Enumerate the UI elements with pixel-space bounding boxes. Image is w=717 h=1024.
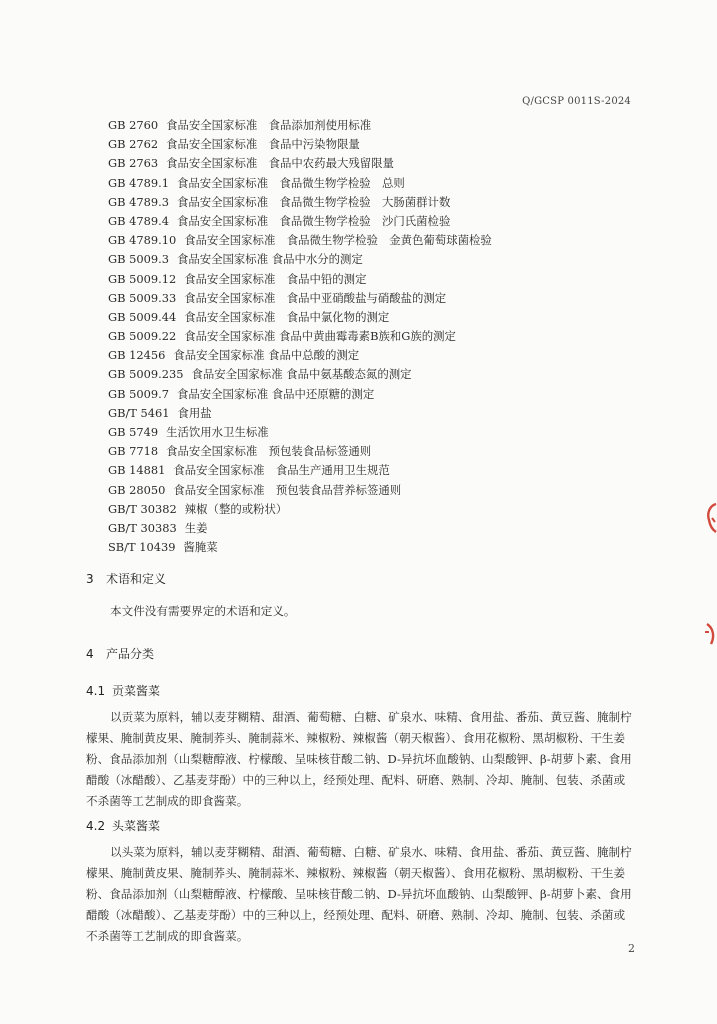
reference-code: GB 2760 bbox=[108, 118, 159, 132]
reference-item bbox=[108, 250, 492, 269]
reference-code: GB 12456 bbox=[108, 348, 166, 363]
reference-title: 生活饮用水卫生标准 bbox=[166, 425, 269, 439]
section-3-heading bbox=[86, 570, 166, 587]
section-number: 4.2 bbox=[86, 819, 106, 833]
reference-title: 生姜 bbox=[184, 520, 208, 535]
reference-item bbox=[108, 500, 492, 519]
reference-title: 食品安全国家标准 食品微生物学检验 大肠菌群计数 bbox=[176, 194, 451, 209]
reference-title: 食品安全国家标准 预包装食品营养标签通则 bbox=[173, 482, 402, 497]
section-4-heading bbox=[86, 645, 154, 662]
reference-item bbox=[108, 385, 492, 404]
reference-code: GB 5009.44 bbox=[108, 309, 177, 324]
reference-item bbox=[108, 538, 492, 557]
reference-title: 食品安全国家标准 食品生产通用卫生规范 bbox=[173, 463, 390, 478]
reference-item bbox=[108, 481, 492, 500]
reference-title: 食品安全国家标准 食品中氨基酸态氮的测定 bbox=[191, 367, 412, 382]
reference-title: 食品安全国家标准 食品微生物学检验 金黄色葡萄球菌检验 bbox=[184, 233, 492, 248]
reference-item bbox=[108, 135, 492, 154]
section-number: 3 bbox=[86, 572, 94, 586]
reference-item bbox=[108, 289, 492, 308]
reference-item bbox=[108, 231, 492, 250]
reference-item bbox=[108, 174, 492, 193]
reference-title: 食品安全国家标准 食品微生物学检验 总则 bbox=[176, 175, 405, 190]
reference-item bbox=[108, 519, 492, 538]
reference-item bbox=[108, 461, 492, 480]
reference-item bbox=[108, 404, 492, 423]
reference-code: GB 28050 bbox=[108, 482, 166, 497]
document-code: Q/GCSP 0011S-2024 bbox=[522, 96, 631, 107]
reference-title: 食品安全国家标准 食品添加剂使用标准 bbox=[166, 118, 372, 132]
reference-code: GB 2763 bbox=[108, 156, 159, 171]
reference-item bbox=[108, 365, 492, 384]
reference-item bbox=[108, 270, 492, 289]
reference-title: 食品安全国家标准 食品中农药最大残留限量 bbox=[166, 156, 394, 171]
reference-title: 食品安全国家标准 食品微生物学检验 沙门氏菌检验 bbox=[176, 213, 451, 228]
reference-code: GB 5009.7 bbox=[108, 386, 169, 401]
section-3-text: 本文件没有需要界定的术语和定义。 bbox=[110, 604, 296, 618]
page-number: 2 bbox=[628, 942, 635, 955]
reference-code: GB 5009.235 bbox=[108, 367, 184, 382]
reference-item bbox=[108, 423, 492, 442]
normative-references-list bbox=[108, 116, 492, 557]
section-title: 头菜酱菜 bbox=[112, 819, 161, 833]
reference-code: GB 4789.4 bbox=[108, 213, 169, 228]
reference-item bbox=[108, 346, 492, 365]
reference-title: 食品安全国家标准 食品中还原糖的测定 bbox=[176, 386, 375, 401]
reference-code: GB/T 30382 bbox=[108, 501, 177, 516]
reference-title: 食品安全国家标准 食品中亚硝酸盐与硝酸盐的测定 bbox=[184, 290, 447, 305]
reference-title: 食用盐 bbox=[177, 405, 212, 420]
reference-title: 食品安全国家标准 食品中水分的测定 bbox=[176, 252, 363, 267]
reference-code: GB/T 5461 bbox=[108, 405, 170, 420]
reference-item bbox=[108, 308, 492, 327]
reference-title: 酱腌菜 bbox=[183, 540, 218, 555]
reference-code: GB 4789.3 bbox=[108, 194, 169, 209]
reference-title: 食品安全国家标准 食品中污染物限量 bbox=[166, 137, 360, 152]
reference-item bbox=[108, 327, 492, 346]
reference-code: GB 4789.1 bbox=[108, 175, 169, 190]
reference-code: GB 14881 bbox=[108, 463, 166, 478]
reference-item bbox=[108, 154, 492, 173]
reference-title: 辣椒（整的或粉状） bbox=[184, 501, 288, 516]
reference-code: GB 5009.3 bbox=[108, 252, 169, 267]
reference-item bbox=[108, 212, 492, 231]
reference-title: 食品安全国家标准 食品中黄曲霉毒素B族和G族的测定 bbox=[184, 329, 456, 344]
reference-title: 食品安全国家标准 预包装食品标签通则 bbox=[166, 444, 372, 459]
reference-item bbox=[108, 116, 492, 135]
reference-code: GB 5009.33 bbox=[108, 290, 177, 305]
section-number: 4 bbox=[86, 647, 94, 661]
reference-code: GB 5749 bbox=[108, 425, 159, 439]
section-4-1-text: 以贡菜为原料，辅以麦芽糊精、甜酒、葡萄糖、白糖、矿泉水、味精、食用盐、番茄、黄豆酱、腌制柠檬果、腌制黄皮果、腌制荞头、腌制蒜米、辣椒粉、辣椒酱（朝天椒酱）、食用花椒粉、黑胡椒粉、干生姜粉、食品添加剂（山梨糖醇液、柠檬酸、呈味核苷酸二钠、D-异抗坏血酸钠、山梨酸钾、β-胡萝卜素、食用醋酸（冰醋酸）、乙基麦芽酚）中的三种以上，经预处理、配料、研磨、熟制、冷却、腌制、包装、杀菌或不杀菌等工艺制成的即食酱菜。 bbox=[86, 710, 632, 808]
reference-item bbox=[108, 193, 492, 212]
section-title: 术语和定义 bbox=[106, 572, 167, 586]
seal-fragment-icon bbox=[703, 618, 717, 648]
reference-code: GB/T 30383 bbox=[108, 520, 177, 535]
reference-code: GB 4789.10 bbox=[108, 233, 177, 248]
reference-title: 食品安全国家标准 食品中氯化物的测定 bbox=[184, 309, 390, 324]
reference-title: 食品安全国家标准 食品中总酸的测定 bbox=[173, 348, 360, 363]
section-title: 产品分类 bbox=[106, 647, 155, 661]
section-4-1-heading bbox=[86, 682, 160, 699]
section-title: 贡菜酱菜 bbox=[112, 684, 161, 698]
section-4-2-heading bbox=[86, 817, 160, 834]
reference-title: 食品安全国家标准 食品中铅的测定 bbox=[184, 271, 367, 286]
seal-fragment-icon bbox=[703, 500, 717, 540]
reference-item bbox=[108, 442, 492, 461]
section-4-2-text: 以头菜为原料，辅以麦芽糊精、甜酒、葡萄糖、白糖、矿泉水、味精、食用盐、番茄、黄豆酱、腌制柠檬果、腌制黄皮果、腌制荞头、腌制蒜米、辣椒粉、辣椒酱（朝天椒酱）、食用花椒粉、黑胡椒粉、干生姜粉、食品添加剂（山梨糖醇液、柠檬酸、呈味核苷酸二钠、D-异抗坏血酸钠、山梨酸钾、β-胡萝卜素、食用醋酸（冰醋酸）、乙基麦芽酚）中的三种以上，经预处理、配料、研磨、熟制、冷却、腌制、包装、杀菌或不杀菌等工艺制成的即食酱菜。 bbox=[86, 845, 632, 943]
reference-code: GB 5009.22 bbox=[108, 329, 177, 344]
reference-code: GB 2762 bbox=[108, 137, 159, 152]
section-number: 4.1 bbox=[86, 684, 106, 698]
reference-code: GB 5009.12 bbox=[108, 271, 177, 286]
reference-code: SB/T 10439 bbox=[108, 540, 176, 555]
reference-code: GB 7718 bbox=[108, 444, 159, 459]
